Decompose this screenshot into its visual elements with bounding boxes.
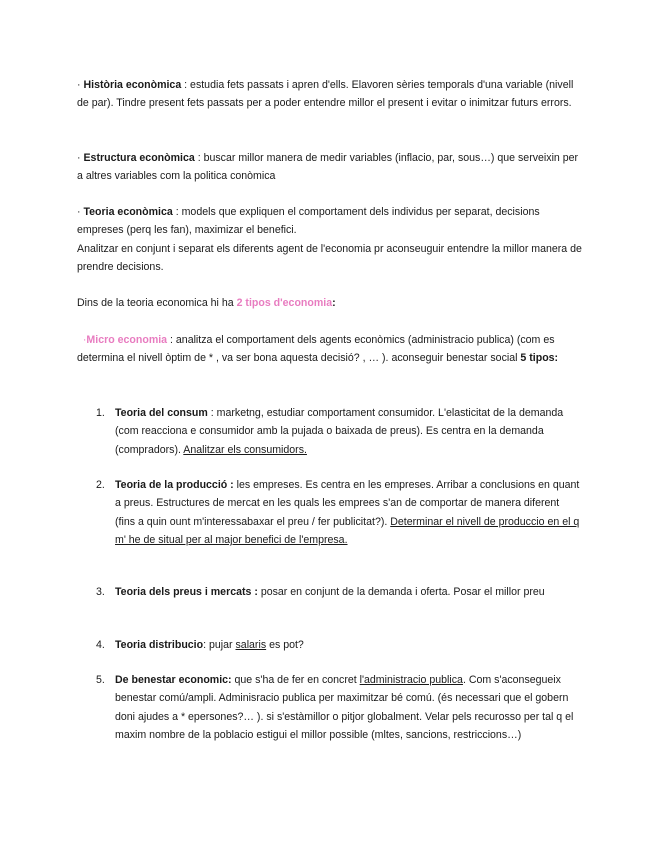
item-title: Teoria dels preus i mercats :: [115, 586, 258, 598]
item-underline: Determinar el nivell de produccio en el q m' he de situal per al major benefici de l'empresa.: [115, 515, 580, 546]
list-number: 3.: [96, 586, 105, 598]
item-text-before: : pujar: [203, 639, 236, 651]
list-item: [96, 636, 582, 654]
micro-text: : analitza el comportament dels agents econòmics (administracio publica) (com es determina el nivell òptim de * , va ser bona aquesta decisió? , … ). aconseguir benestar social: [77, 334, 555, 365]
estructura-title: Estructura econòmica: [83, 152, 195, 164]
item-text: les empreses. Es centra en les empreses. Arribar a conclusions en quant a preus. Estructures de mercat en les quals les emprees s'an de comportar de manera diferent (fins a quin ount m'interessabaxar el preu / fer publicitat?).: [115, 479, 580, 528]
item-underline: Analitzar els consumidors.: [183, 443, 307, 456]
micro-title: Micro economia: [86, 334, 168, 346]
list-number: 1.: [96, 407, 105, 419]
item-text: : marketng, estudiar comportament consumidor. L'elasticitat de la demanda (com reacciona e consumidor amb la pujada o baixada de preus). Es centra en la demanda (compradors).: [115, 407, 564, 456]
tipus-text: Dins de la teoria economica hi ha: [77, 297, 237, 309]
list-item: [96, 476, 582, 549]
item-title: Teoria del consum: [115, 407, 208, 419]
list-number: 4.: [96, 639, 105, 651]
historia-text: : estudia fets passats i apren d'ells. Elavoren sèries temporals d'una variable (nivell de par). Tindre present fets passats per a poder entendre millor el present i evitar o inimitzar futurs errors.: [77, 79, 574, 110]
historia-title: Història econòmica: [83, 79, 182, 91]
item-text-after: . Com s'aconsegueix benestar comú/ampli. Adminisracio publica per maximitzar bé comú. (és necessari que el gobern doni ajudes a * epersones?… ). si s'estàmillor o pitjor globalment. Velar pels recurosso per tal q el maxim nombre de la poblacio estigui el millor possible (mltes, sancions, restriccions…): [115, 674, 574, 741]
item-text-after: es pot?: [266, 639, 304, 651]
item-text: posar en conjunt de la demanda i oferta. Posar el millor preu: [257, 586, 545, 598]
paragraph-micro: ·Micro economia : analitza el comportament dels agents econòmics (administracio publica) (com es determina el nivell òptim de * , va ser bona aquesta decisió? , … ). aconseguir benestar social 5 tipos:: [77, 334, 559, 365]
teoria-text: : models que expliquen el comportament dels individus per separat, decisions empreses (perq les fan), maximizar el benefici.: [77, 206, 540, 237]
item-underline: salaris: [235, 639, 267, 651]
teoria-title: Teoria econòmica: [83, 206, 173, 218]
paragraph-historia: · Història econòmica : estudia fets passats i apren d'ells. Elavoren sèries temporals d'una variable (nivell de par). Tindre present fets passats per a poder entendre millor el present i evitar o inimitzar futurs errors.: [77, 79, 574, 110]
list-number: 2.: [96, 479, 105, 491]
tipus-highlight: 2 tipos d'economia: [236, 297, 333, 309]
item-title: Teoria distribucio: [115, 639, 204, 651]
micro-tipos: 5 tipos:: [520, 352, 559, 365]
paragraph-tipus: [77, 294, 582, 312]
estructura-text: : buscar millor manera de medir variables (inflacio, par, sous…) que serveixin per a altres variables com la politica conòmica: [77, 152, 579, 183]
paragraph-teoria: · Teoria econòmica : models que expliquen el comportament dels individus per separat, decisions empreses (perq les fan), maximizar el benefici. Analitzar en conjunt i separat els diferents agent de l'economia pr aconseuguir entendre la millor manera de prendre decisions.: [77, 206, 582, 273]
item-title: De benestar economic:: [115, 674, 232, 686]
list-item: [96, 404, 582, 459]
paragraph-estructura: · Estructura econòmica : buscar millor manera de medir variables (inflacio, par, sous…) que serveixin per a altres variables com la politica conòmica: [77, 152, 579, 183]
teoria-analisi: Analitzar en conjunt i separat els diferents agent de l'economia pr aconseuguir entendre la millor manera de prendre decisions.: [77, 242, 582, 273]
item-underline: l'administracio publica: [359, 674, 463, 686]
item-title: Teoria de la producció :: [115, 479, 234, 491]
item-text-before: que s'ha de fer en concret: [231, 674, 360, 686]
list-item: [96, 583, 582, 601]
list-number: 5.: [96, 674, 105, 686]
list-item: [96, 671, 582, 744]
tipus-colon: :: [332, 297, 336, 309]
